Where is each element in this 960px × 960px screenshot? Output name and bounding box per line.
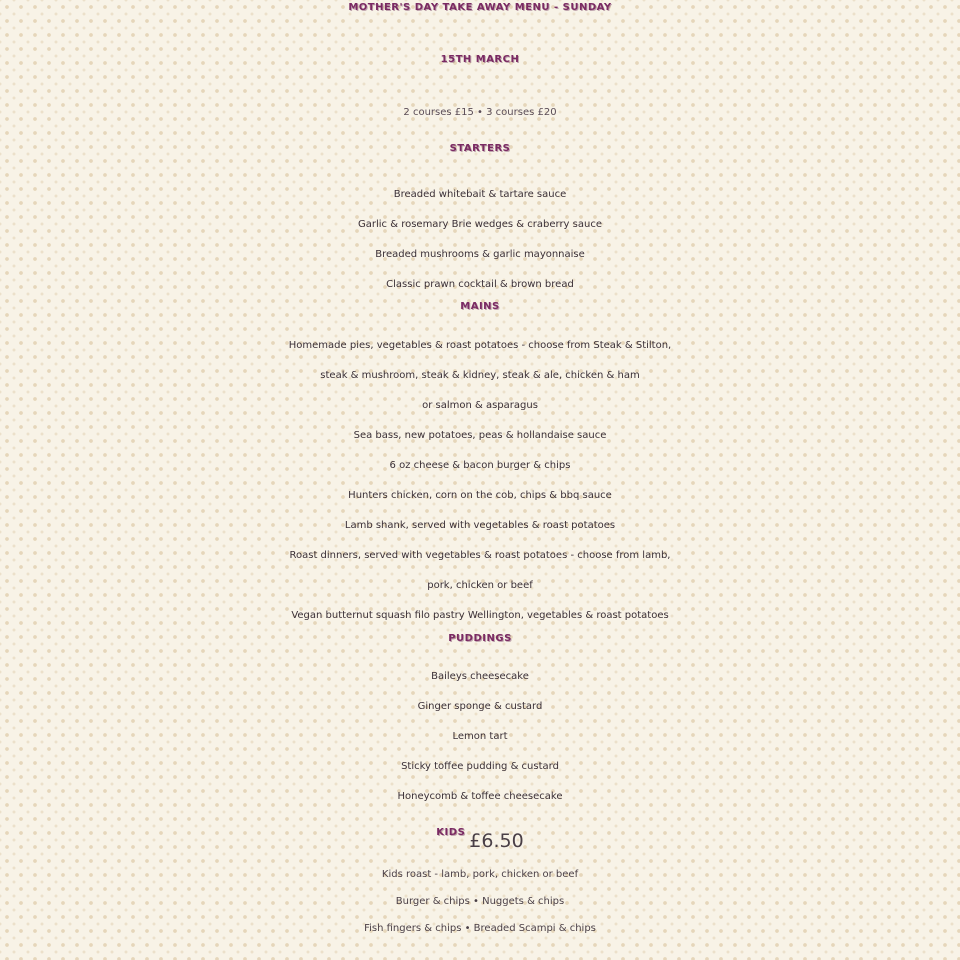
- starter-item: Classic prawn cocktail & brown bread: [386, 279, 574, 290]
- main-item-line: or salmon & asparagus: [422, 400, 538, 411]
- main-item-line: pork, chicken or beef: [427, 580, 533, 591]
- main-item-line: Hunters chicken, corn on the cob, chips & bbq sauce: [348, 490, 612, 501]
- pudding-item: Ginger sponge & custard: [417, 701, 543, 712]
- kids-item-line: Fish fingers & chips • Breaded Scampi & chips: [364, 923, 596, 934]
- starter-item: Breaded whitebait & tartare sauce: [393, 189, 567, 200]
- puddings-heading: PUDDINGS: [448, 633, 512, 644]
- kids-item-line: Kids roast - lamb, pork, chicken or beef: [381, 869, 579, 880]
- main-item-line: steak & mushroom, steak & kidney, steak & ale, chicken & ham: [320, 370, 640, 381]
- mains-heading: MAINS: [460, 301, 500, 312]
- pudding-item: Sticky toffee pudding & custard: [401, 761, 559, 772]
- pudding-item: Lemon tart: [452, 731, 508, 742]
- main-item-line: Homemade pies, vegetables & roast potatoes - choose from Steak & Stilton,: [288, 340, 672, 351]
- kids-price: £6.50: [469, 830, 524, 852]
- starter-item: Garlic & rosemary Brie wedges & craberry sauce: [358, 219, 602, 230]
- menu-title-line-1: MOTHER'S DAY TAKE AWAY MENU - SUNDAY: [348, 2, 612, 13]
- main-item-line: Lamb shank, served with vegetables & roast potatoes: [344, 520, 616, 531]
- starter-item: Breaded mushrooms & garlic mayonnaise: [375, 249, 585, 260]
- kids-heading-row: [0, 818, 960, 852]
- main-item-line: Roast dinners, served with vegetables & roast potatoes - choose from lamb,: [289, 550, 671, 561]
- main-item-line: 6 oz cheese & bacon burger & chips: [389, 460, 571, 471]
- main-item-line: Sea bass, new potatoes, peas & hollandaise sauce: [353, 430, 607, 441]
- kids-heading: KIDS: [436, 827, 466, 838]
- course-pricing: 2 courses £15 • 3 courses £20: [403, 107, 557, 118]
- kids-item-line: Burger & chips • Nuggets & chips: [395, 896, 565, 907]
- starters-heading: STARTERS: [449, 143, 511, 154]
- main-item-line: Vegan butternut squash filo pastry Wellington, vegetables & roast potatoes: [291, 610, 669, 621]
- menu-title-line-2: 15TH MARCH: [440, 54, 520, 65]
- pudding-item: Baileys cheesecake: [431, 671, 529, 682]
- pudding-item: Honeycomb & toffee cheesecake: [397, 791, 563, 802]
